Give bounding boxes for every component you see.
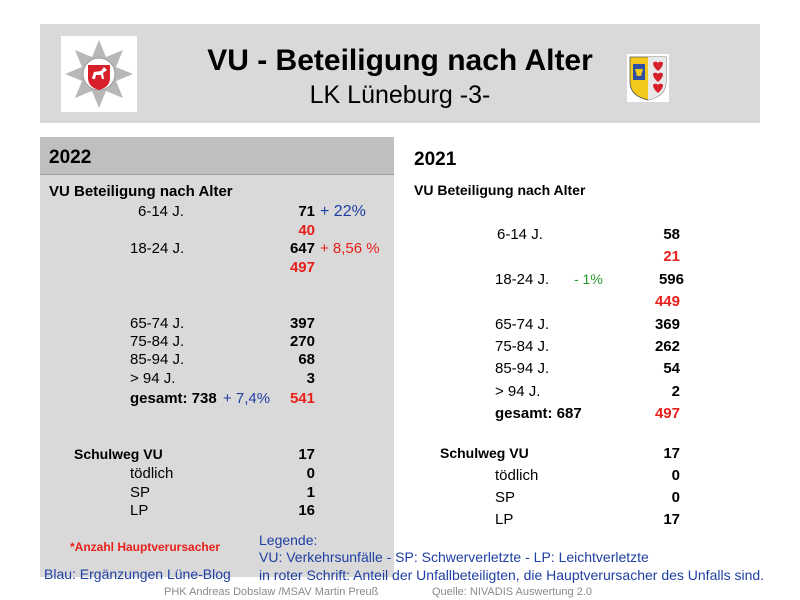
school-2021-label: Schulweg VU [440,445,529,461]
row-2022-label: 6-14 J. [138,203,184,220]
school-2022-value: 17 [298,446,315,463]
row-2022-value: 270 [289,333,315,350]
year-2022-heading: 2022 [49,147,92,168]
school-2021-row-label: SP [495,489,516,506]
school-2022-label: Schulweg VU [74,446,163,462]
footer-authors: PHK Andreas Dobslaw /MSAV Martin Preuß [164,586,379,598]
section-2022-heading: VU Beteiligung nach Alter [49,183,233,200]
row-2021-value: 58 [663,226,680,243]
row-2021-causer: 21 [663,248,680,265]
row-2021-label: 6-14 J. [497,226,543,243]
school-2022-row-value: 1 [306,484,315,501]
school-2021-value: 17 [663,445,680,462]
row-2022-value: 71 [298,203,315,220]
total-2022-causer: 541 [289,390,315,407]
row-2021-label: 75-84 J. [495,338,550,355]
row-2021-label: 85-94 J. [495,360,550,377]
row-2021-value: 369 [654,316,680,333]
row-2022-causer: 497 [289,259,315,276]
row-2022-label: 85-94 J. [130,351,185,368]
total-2022-change: + 7,4% [223,390,271,407]
school-2022-row-value: 16 [298,502,315,519]
row-2022-label: 65-74 J. [130,315,185,332]
footer-source: Quelle: NIVADIS Auswertung 2.0 [432,586,592,598]
year-2021-heading: 2021 [414,149,457,170]
row-2022-label: > 94 J. [130,370,176,387]
page-title: VU - Beteiligung nach Alter [207,44,593,77]
legend-line-2: in roter Schrift: Anteil der Unfallbeteiligten, die Hauptverursacher des Unfalls sind. [259,567,765,583]
total-2021-causer: 497 [654,405,680,422]
row-2021-change: - 1% [574,271,603,287]
school-2022-row-label: SP [130,484,151,501]
school-2021-row-value: 0 [671,489,680,506]
row-2022-label: 75-84 J. [130,333,185,350]
blue-note: Blau: Ergänzungen Lüne-Blog [44,566,231,582]
row-2021-value: 262 [654,338,680,355]
row-2021-label: 65-74 J. [495,316,550,333]
section-2021-heading: VU Beteiligung nach Alter [414,182,586,198]
school-2022-row-label: LP [130,502,149,519]
row-2021-label: > 94 J. [495,383,541,400]
row-2022-value: 68 [298,351,315,368]
school-2021-row-value: 17 [663,511,680,528]
school-2021-row-label: LP [495,511,514,528]
row-2022-value: 397 [289,315,315,332]
row-2022-value: 647 [289,240,315,257]
row-2021-value: 54 [663,360,680,377]
school-2022-row-label: tödlich [130,465,174,482]
row-2021-label: 18-24 J. [495,271,550,288]
causer-note: *Anzahl Hauptverursacher [70,540,221,554]
total-2021-label: gesamt: 687 [495,405,582,422]
row-2021-value: 596 [658,271,684,288]
legend-title: Legende: [259,532,318,548]
panel-2022-year-bar [40,137,394,175]
total-2022-label: gesamt: 738 [130,390,217,407]
row-2021-causer: 449 [654,293,680,310]
school-2022-row-value: 0 [306,465,315,482]
school-2021-row-label: tödlich [495,467,539,484]
row-2022-change: + 22% [320,203,366,220]
row-2022-value: 3 [306,370,315,387]
school-2021-row-value: 0 [671,467,680,484]
row-2022-change: + 8,56 % [320,240,380,257]
page-subtitle: LK Lüneburg -3- [309,81,491,109]
row-2022-causer: 40 [298,222,315,239]
row-2021-value: 2 [671,383,680,400]
legend-line-1: VU: Verkehrsunfälle - SP: Schwerverletzte - LP: Leichtverletzte [259,549,649,565]
row-2022-label: 18-24 J. [130,240,185,257]
